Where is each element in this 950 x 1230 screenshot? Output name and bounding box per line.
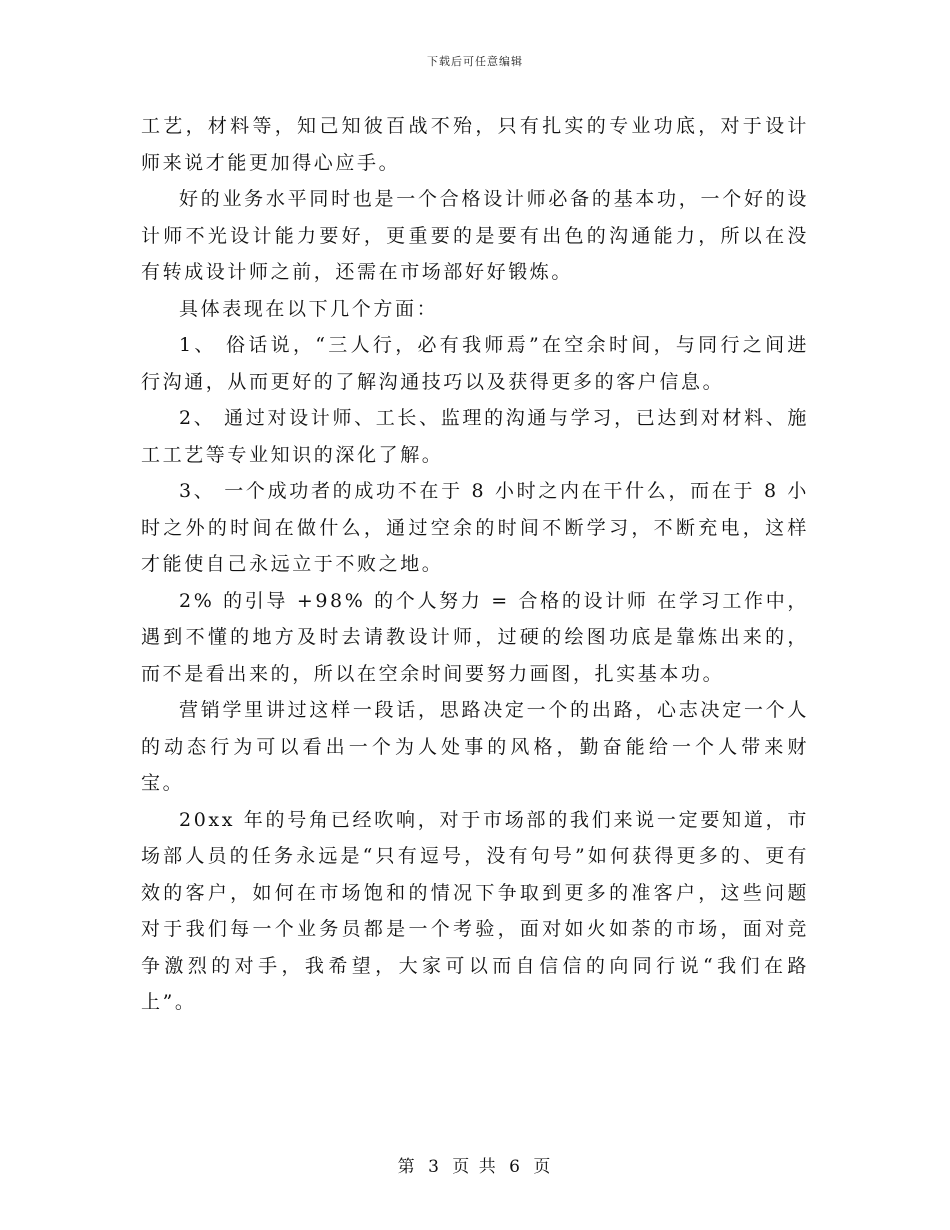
list-item-2: 2、 通过对设计师、工长、监理的沟通与学习，已达到对材料、施工工艺等专业知识的深化了解。 (141, 407, 809, 466)
footer-prefix: 第 (397, 1157, 417, 1177)
footer-page-number: 3 (428, 1157, 441, 1177)
paragraph-2: 好的业务水平同时也是一个合格设计师必备的基本功，一个好的设计师不光设计能力要好，更重要的是要有出色的沟通能力，所以在没有转成设计师之前，还需在市场部好好锻炼。 (141, 188, 809, 283)
paragraph-6: 20xx 年的号角已经吹响，对于市场部的我们来说一定要知道，市场部人员的任务永远是“只有逗号，没有句号”如何获得更多的、更有效的客户，如何在市场饱和的情况下争取到更多的准客户，这些问题对于我们每一个业务员都是一个考验，面对如火如荼的市场，面对竞争激烈的对手，我希望，大家可以而自信信的向同行说“我们在路上”。 (141, 808, 809, 1013)
paragraph-1: 工艺，材料等，知己知彼百战不殆，只有扎实的专业功底，对于设计师来说才能更加得心应手。 (141, 115, 809, 174)
body-text (141, 108, 809, 1021)
paragraph-3: 具体表现在以下几个方面： (179, 297, 439, 320)
list-item-3: 3、 一个成功者的成功不在于 8 小时之内在干什么，而在于 8 小时之外的时间在做什么，通过空余的时间不断学习，不断充电，这样才能使自己永远立于不败之地。 (141, 480, 809, 575)
footer-suffix: 页 (533, 1157, 553, 1177)
paragraph-5: 营销学里讲过这样一段话，思路决定一个的出路，心志决定一个人的动态行为可以看出一个为人处事的风格，勤奋能给一个人带来财宝。 (141, 699, 809, 794)
page-footer (0, 1152, 950, 1177)
paragraph-4: 2% 的引导 +98% 的个人努力 = 合格的设计师 在学习工作中，遇到不懂的地方及时去请教设计师，过硬的绘图功底是靠炼出来的，而不是看出来的，所以在空余时间要努力画图，扎实基本功。 (141, 589, 809, 685)
list-item-1: 1、 俗话说，“三人行，必有我师焉”在空余时间，与同行之间进行沟通，从而更好的了解沟通技巧以及获得更多的客户信息。 (141, 334, 809, 393)
footer-total-pages: 6 (509, 1157, 522, 1177)
footer-middle: 页 共 (452, 1157, 498, 1177)
header-note: 下载后可任意编辑 (427, 55, 523, 68)
